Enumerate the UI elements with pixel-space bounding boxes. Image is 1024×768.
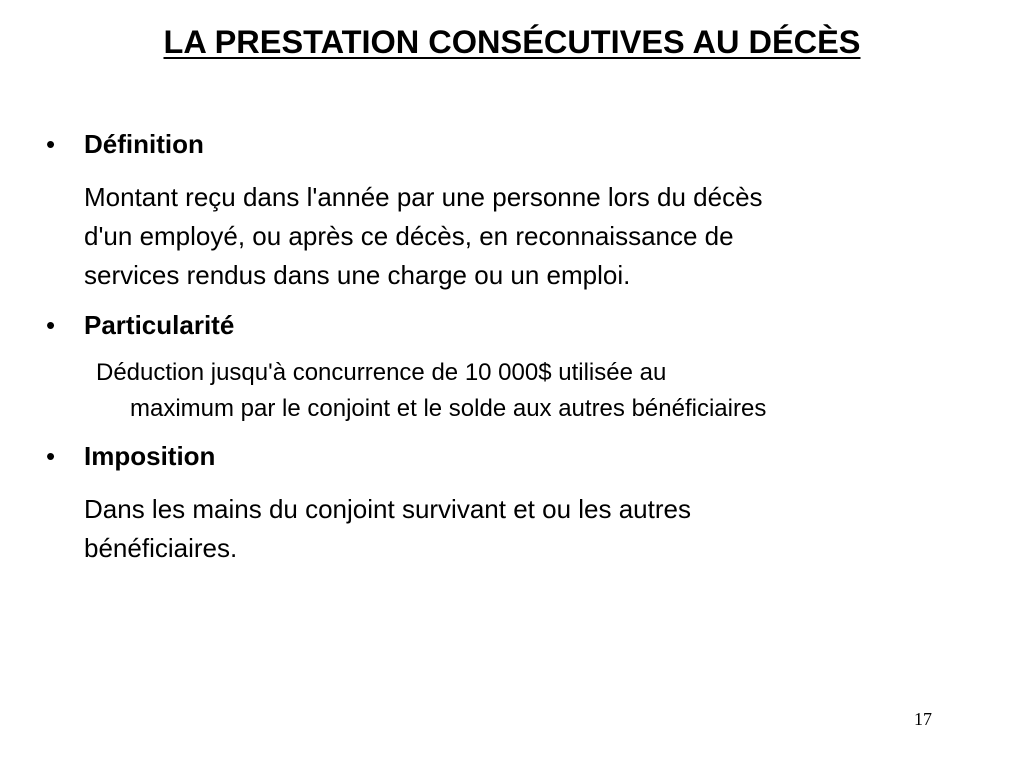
particularite-line-1: Déduction jusqu'à concurrence de 10 000$ utilisée au — [96, 359, 667, 386]
imposition-line-2: bénéficiaires. — [84, 533, 238, 563]
bullet-dot: • — [46, 310, 56, 340]
heading-definition: Définition — [84, 129, 204, 159]
definition-line-3: services rendus dans une charge ou un emploi. — [84, 260, 631, 290]
definition-text — [84, 178, 763, 295]
bullet-dot: • — [46, 129, 56, 159]
particularite-line-2: maximum par le conjoint et le solde aux autres bénéficiaires — [130, 395, 767, 422]
heading-imposition: Imposition — [84, 441, 216, 471]
slide-title: LA PRESTATION CONSÉCUTIVES AU DÉCÈS — [163, 24, 861, 60]
imposition-line-1: Dans les mains du conjoint survivant et ou les autres — [84, 494, 691, 524]
imposition-text — [84, 490, 691, 568]
page-number: 17 — [914, 709, 932, 729]
definition-line-1: Montant reçu dans l'année par une personne lors du décès — [84, 182, 763, 212]
heading-particularite: Particularité — [84, 310, 235, 340]
definition-line-2: d'un employé, ou après ce décès, en reconnaissance de — [84, 221, 734, 251]
bullet-dot: • — [46, 441, 56, 471]
